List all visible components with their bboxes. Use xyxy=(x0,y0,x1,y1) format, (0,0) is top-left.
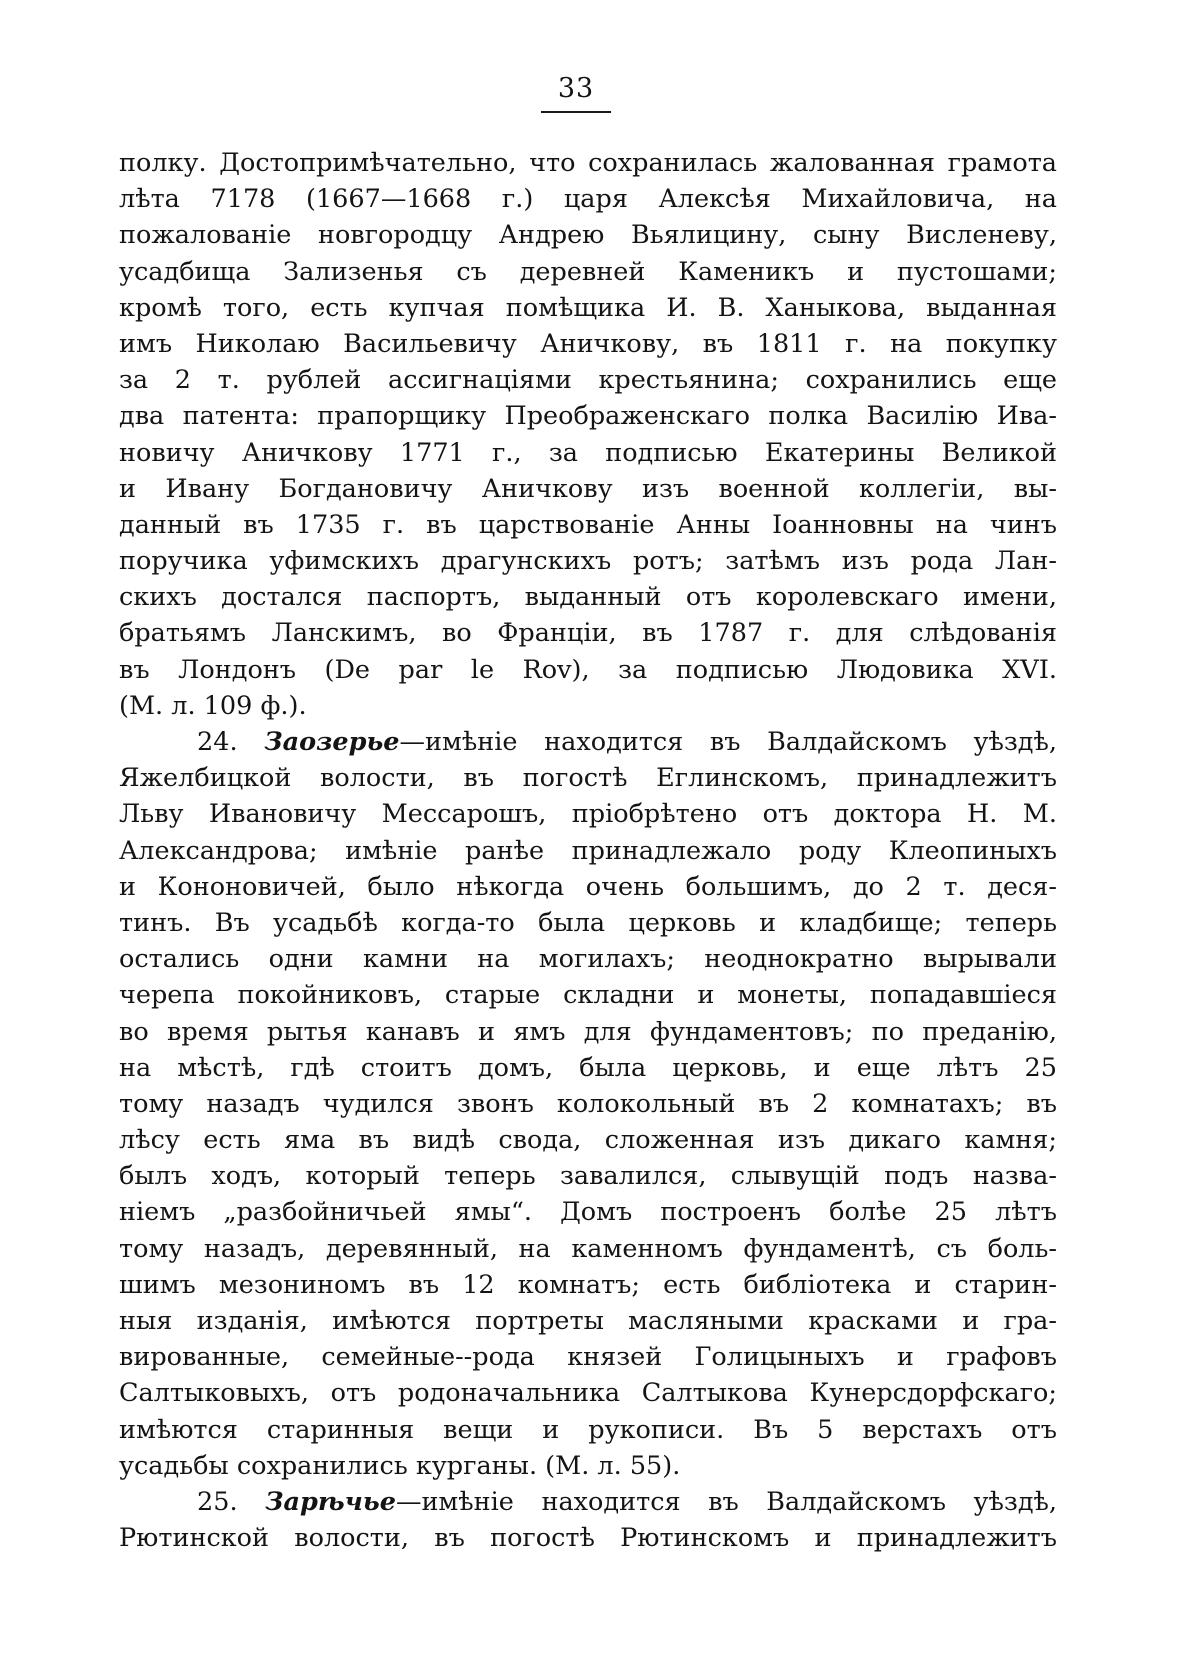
text-line: вированные, семейные--рода князей Голицыныхъ и графовъ xyxy=(119,1342,1057,1373)
text-line: поручика уфимскихъ драгунскихъ ротъ; затѣмъ изъ рода Лан- xyxy=(119,546,1057,577)
text-line: ніемъ „разбойничьей ямы“. Домъ построенъ болѣе 25 лѣтъ xyxy=(119,1197,1057,1228)
text-line: лѣта 7178 (1667—1668 г.) царя Алексѣя Михайловича, на xyxy=(119,184,1057,215)
text-line: полку. Достопримѣчательно, что сохранилась жалованная грамота xyxy=(119,148,1057,178)
body-text xyxy=(119,145,1057,1556)
text-line: Яжелбицкой волости, въ погостѣ Еглинскомъ, принадлежитъ xyxy=(119,763,1057,794)
text-line: былъ ходъ, который теперь завалился, слывущій подъ назва- xyxy=(119,1161,1057,1192)
entry-24-text: имѣніе находится въ Валдайскомъ уѣздѣ, xyxy=(425,727,1057,757)
text-line: тому назадъ чудился звонъ колокольный въ 2 комнатахъ; въ xyxy=(119,1088,1057,1119)
entry-24-number: 24. xyxy=(197,727,238,757)
text-line: лѣсу есть яма въ видѣ свода, сложенная изъ дикаго камня; xyxy=(119,1125,1057,1156)
text-line: братьямъ Ланскимъ, во Франціи, въ 1787 г. для слѣдованія xyxy=(119,618,1057,649)
text-line: кромѣ того, есть купчая помѣщика И. В. Ханыкова, выданная xyxy=(119,292,1057,323)
entry-24-dash: — xyxy=(399,727,426,757)
text-line: данный въ 1735 г. въ царствованіе Анны Іоанновны на чинъ xyxy=(119,509,1057,540)
text-line: усадьбы сохранились курганы. (М. л. 55). xyxy=(119,1450,681,1481)
text-line: черепа покойниковъ, старые складни и монеты, попадавшіеся xyxy=(119,980,1057,1011)
entry-25-text: имѣніе находится въ Валдайскомъ уѣздѣ, xyxy=(421,1486,1057,1517)
text-line: шимъ мезониномъ въ 12 комнатъ; есть библіотека и старин- xyxy=(119,1269,1057,1300)
text-line: Александрова; имѣніе ранѣе принадлежало роду Клеопиныхъ xyxy=(119,835,1057,866)
page-number: 33 xyxy=(557,73,595,104)
text-line: и Ивану Богдановичу Аничкову изъ военной коллегіи, вы- xyxy=(119,473,1057,504)
text-line: Рютинской волости, въ погостѣ Рютинскомъ и принадлежитъ xyxy=(119,1523,1057,1554)
text-line: за 2 т. рублей ассигнаціями крестьянина; сохранились еще xyxy=(119,365,1057,396)
page-number-rule xyxy=(541,111,611,113)
text-line: на мѣстѣ, гдѣ стоитъ домъ, была церковь, и еще лѣтъ 25 xyxy=(119,1052,1057,1083)
text-line: имъ Николаю Васильевичу Аничкову, въ 1811 г. на покупку xyxy=(119,328,1057,359)
text-line: и Кононовичей, было нѣкогда очень большимъ, до 2 т. деся- xyxy=(119,871,1057,902)
entry-25-number: 25. xyxy=(197,1486,238,1517)
entry-24-name: Заозерье xyxy=(264,727,400,757)
text-line: пожалованіе новгородцу Андрею Вьялицину, сыну Висленеву, xyxy=(119,220,1057,251)
text-line: скихъ достался паспортъ, выданный отъ королевскаго имени, xyxy=(119,582,1057,613)
text-line: остались одни камни на могилахъ; неоднократно вырывали xyxy=(119,944,1057,975)
text-line: имѣются старинныя вещи и рукописи. Въ 5 верстахъ отъ xyxy=(119,1414,1057,1445)
entry-25-first-line xyxy=(119,1484,1057,1520)
entry-25-dash: — xyxy=(395,1486,422,1517)
entry-24-first-line xyxy=(119,724,1057,760)
text-line: ныя изданія, имѣются портреты масляными красками и гра- xyxy=(119,1306,1057,1336)
entry-25-name: Зарѣчье xyxy=(265,1486,396,1517)
text-line: (М. л. 109 ф.). xyxy=(119,690,307,721)
text-line: тинъ. Въ усадьбѣ когда-то была церковь и кладбище; теперь xyxy=(119,907,1057,938)
text-line: два патента: прапорщику Преображенскаго полка Василію Ива- xyxy=(119,401,1057,432)
text-line: новичу Аничкову 1771 г., за подписью Екатерины Великой xyxy=(119,437,1057,468)
text-line: усадбища Зализенья съ деревней Каменикъ и пустошами; xyxy=(119,256,1057,287)
text-line: Салтыковыхъ, отъ родоначальника Салтыкова Кунерсдорфскаго; xyxy=(119,1378,1057,1409)
text-line: во время рытья канавъ и ямъ для фундаментовъ; по преданію, xyxy=(119,1016,1057,1047)
text-line: Льву Ивановичу Мессарошъ, пріобрѣтено отъ доктора Н. М. xyxy=(119,799,1057,830)
text-line: тому назадъ, деревянный, на каменномъ фундаментѣ, съ боль- xyxy=(119,1233,1057,1264)
text-line: въ Лондонъ (De par le Rov), за подписью Людовика XVI. xyxy=(119,654,1057,685)
